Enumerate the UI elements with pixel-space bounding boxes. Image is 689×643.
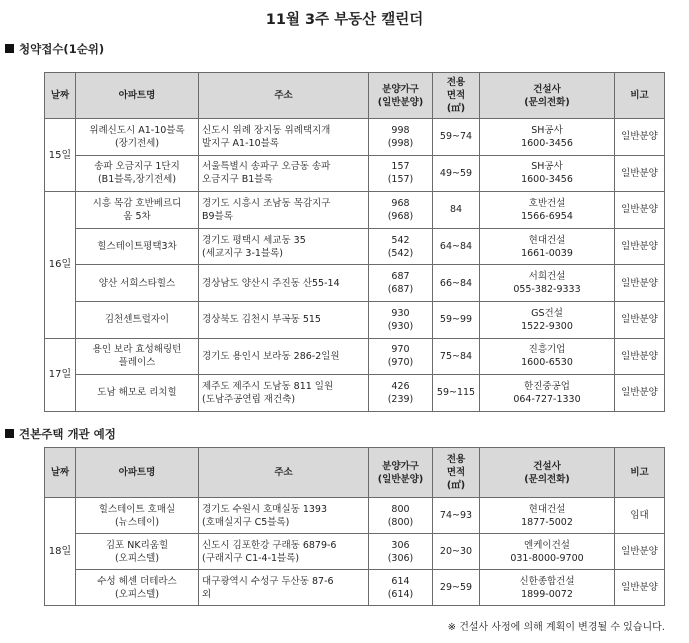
- cell-units: 614 (614): [369, 570, 433, 606]
- cell-builder: 진흥기업 1600-6530: [480, 338, 615, 375]
- cell-apt: 용인 보라 효성해링턴 플레이스: [76, 338, 199, 375]
- cell-addr: 경상북도 김천시 부곡동 515: [199, 301, 369, 338]
- header-addr: 주소: [199, 73, 369, 119]
- cell-units: 800 (800): [369, 498, 433, 534]
- cell-note: 일반분양: [615, 338, 665, 375]
- table-row: [45, 375, 665, 412]
- header-units: 분양가구 (일반분양): [369, 448, 433, 498]
- cell-apt: 양산 서희스타힐스: [76, 265, 199, 302]
- cell-addr: 경기도 수원시 호매실동 1393 (호매실지구 C5블록): [199, 498, 369, 534]
- header-note: 비고: [615, 73, 665, 119]
- cell-area: 59~115: [433, 375, 480, 412]
- cell-area: 29~59: [433, 570, 480, 606]
- table-header-row: [45, 73, 665, 119]
- table-row: [45, 498, 665, 534]
- cell-area: 20~30: [433, 534, 480, 570]
- section-label: 견본주택 개관 예정: [19, 427, 116, 441]
- table-header-row: [45, 448, 665, 498]
- cell-area: 84: [433, 192, 480, 229]
- cell-area: 74~93: [433, 498, 480, 534]
- header-date: 날짜: [45, 448, 76, 498]
- header-builder: 건설사 (문의전화): [480, 73, 615, 119]
- cell-area: 49~59: [433, 155, 480, 192]
- cell-note: 일반분양: [615, 570, 665, 606]
- cell-note: 일반분양: [615, 375, 665, 412]
- cell-date: 18일: [45, 498, 76, 606]
- cell-addr: 서울특별시 송파구 오금동 송파 오금지구 B1블록: [199, 155, 369, 192]
- cell-addr: 경기도 용인시 보라동 286-2일원: [199, 338, 369, 375]
- cell-builder: SH공사 1600-3456: [480, 119, 615, 156]
- cell-note: 일반분양: [615, 228, 665, 265]
- cell-builder: GS건설 1522-9300: [480, 301, 615, 338]
- cell-note: 일반분양: [615, 265, 665, 302]
- cell-apt: 수성 헤센 더테라스 (오피스텔): [76, 570, 199, 606]
- cell-area: 59~74: [433, 119, 480, 156]
- header-area: 전용 면적 (㎡): [433, 448, 480, 498]
- cell-builder: 서희건설 055-382-9333: [480, 265, 615, 302]
- section-label: 청약접수(1순위): [19, 42, 105, 56]
- cell-builder: 엔케이건설 031-8000-9700: [480, 534, 615, 570]
- cell-builder: 현대건설 1661-0039: [480, 228, 615, 265]
- cell-note: 일반분양: [615, 155, 665, 192]
- cell-note: 일반분양: [615, 119, 665, 156]
- section-heading-subscription: [5, 41, 104, 57]
- cell-builder: 한진중공업 064-727-1330: [480, 375, 615, 412]
- header-apt: 아파트명: [76, 448, 199, 498]
- table-row: [45, 534, 665, 570]
- section-heading-model-house: [5, 426, 116, 442]
- table-row: [45, 338, 665, 375]
- cell-units: 426 (239): [369, 375, 433, 412]
- cell-addr: 신도시 김포한강 구래동 6879-6 (구래지구 C1-4-1블록): [199, 534, 369, 570]
- cell-apt: 송파 오금지구 1단지 (B1블록,장기전세): [76, 155, 199, 192]
- cell-units: 968 (968): [369, 192, 433, 229]
- cell-date: 15일: [45, 119, 76, 192]
- cell-addr: 경기도 시흥시 조남동 목감지구 B9블록: [199, 192, 369, 229]
- cell-builder: 현대건설 1877-5002: [480, 498, 615, 534]
- cell-area: 59~99: [433, 301, 480, 338]
- table-row: [45, 301, 665, 338]
- table-row: [45, 570, 665, 606]
- cell-apt: 도남 해모로 리치힐: [76, 375, 199, 412]
- cell-units: 998 (998): [369, 119, 433, 156]
- cell-addr: 신도시 위례 장지동 위례택지개 발지구 A1-10블록: [199, 119, 369, 156]
- header-date: 날짜: [45, 73, 76, 119]
- square-bullet-icon: [5, 44, 14, 53]
- square-bullet-icon: [5, 429, 14, 438]
- cell-note: 임대: [615, 498, 665, 534]
- cell-builder: 신한종합건설 1899-0072: [480, 570, 615, 606]
- cell-apt: 김포 NK리움힐 (오피스텔): [76, 534, 199, 570]
- header-note: 비고: [615, 448, 665, 498]
- cell-units: 157 (157): [369, 155, 433, 192]
- cell-addr: 경기도 평택시 세교동 35 (세교지구 3-1블록): [199, 228, 369, 265]
- header-addr: 주소: [199, 448, 369, 498]
- footnote: ※ 건설사 사정에 의해 계획이 변경될 수 있습니다.: [447, 622, 665, 633]
- cell-units: 542 (542): [369, 228, 433, 265]
- subscription-table: [44, 72, 665, 412]
- model-house-table: [44, 447, 665, 606]
- cell-addr: 경상남도 양산시 주진동 산55-14: [199, 265, 369, 302]
- cell-date: 16일: [45, 192, 76, 338]
- cell-units: 930 (930): [369, 301, 433, 338]
- table-row: [45, 228, 665, 265]
- cell-apt: 위례신도시 A1-10블록 (장기전세): [76, 119, 199, 156]
- header-units: 분양가구 (일반분양): [369, 73, 433, 119]
- page-title: 11월 3주 부동산 캘린더: [265, 12, 424, 28]
- header-area: 전용 면적 (㎡): [433, 73, 480, 119]
- cell-apt: 힐스테이트 호매실 (뉴스테이): [76, 498, 199, 534]
- cell-apt: 시흥 목감 호반베르디 움 5차: [76, 192, 199, 229]
- cell-area: 64~84: [433, 228, 480, 265]
- cell-date: 17일: [45, 338, 76, 411]
- cell-builder: 호반건설 1566-6954: [480, 192, 615, 229]
- cell-note: 일반분양: [615, 534, 665, 570]
- cell-apt: 힐스테이트평택3차: [76, 228, 199, 265]
- table-row: [45, 119, 665, 156]
- header-apt: 아파트명: [76, 73, 199, 119]
- cell-units: 306 (306): [369, 534, 433, 570]
- cell-units: 970 (970): [369, 338, 433, 375]
- cell-area: 75~84: [433, 338, 480, 375]
- header-builder: 건설사 (문의전화): [480, 448, 615, 498]
- table-row: [45, 265, 665, 302]
- table-row: [45, 192, 665, 229]
- cell-builder: SH공사 1600-3456: [480, 155, 615, 192]
- cell-note: 일반분양: [615, 301, 665, 338]
- table-row: [45, 155, 665, 192]
- cell-addr: 대구광역시 수성구 두산동 87-6 외: [199, 570, 369, 606]
- cell-addr: 제주도 제주시 도남동 811 일원 (도남주공연립 재건축): [199, 375, 369, 412]
- cell-units: 687 (687): [369, 265, 433, 302]
- cell-area: 66~84: [433, 265, 480, 302]
- cell-apt: 김천센트럴자이: [76, 301, 199, 338]
- cell-note: 일반분양: [615, 192, 665, 229]
